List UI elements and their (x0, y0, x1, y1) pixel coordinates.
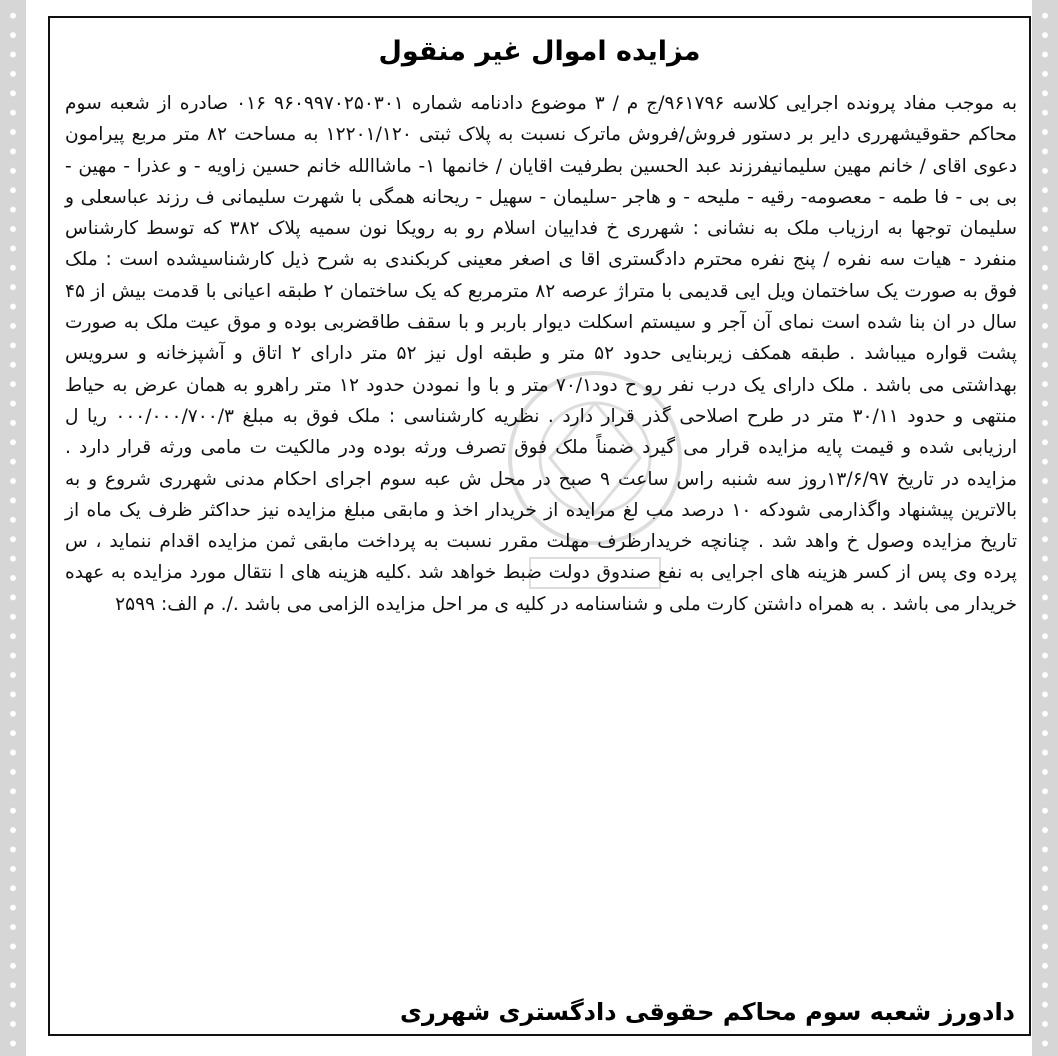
notice-title: مزایده اموال غیر منقول (378, 36, 701, 67)
right-perforation-strip (1032, 0, 1058, 1056)
notice-body: به موجب مفاد پرونده اجرایی کلاسه ۹۶۱۷۹۶/ج م / ۳ موضوع دادنامه شماره ۹۶۰۹۹۷۰۲۵۰۳۰۱ ۰۱۶ صادره از شعبه سوم محاکم حقوقیشهرری دایر بر دستور فروش/فروش ماترک نسبت به پلاک ثبتی ۱۲۲۰۱/۱۲۰ به مساحت ۸۲ متر مربع پیرامون دعوی اقای / خانم مهین سلیمانیفرزند عبد الحسین بطرفیت اقایان / خانمها ۱- ماشاالله خانم حسین زاویه - و عذرا - مهین - بی بی - فا طمه - معصومه- رقیه - ملیحه - و هاجر -سلیمان - سهیل - ریحانه همگی با شهرت سلیمانی ف رزند عباسعلی و سلیمان توجها به ارزیاب ملک به نشانی : شهرری خ فداییان اسلام رو به رویکا نون سمیه پلاک ۳۸۲ که توسط کارشناس منفرد - هیات سه نفره / پنج نفره محترم دادگستری اقا ی اصغر معینی کربکندی به شرح ذیل کارشناسیشده است : ملک فوق به صورت یک ساختمان ویل ایی قدیمی با متراژ عرصه ۸۲ مترمربع که یک ساختمان ۲ طبقه اعیانی با قدمت بیش از ۴۵ سال در ان بنا شده است نمای آن آجر و سیستم اسکلت دیوار باربر و با سقف طاقضربی بوده و موق عیت ملک به صورت پشت قواره میباشد . طبقه همکف زیربنایی حدود ۵۲ متر و طبقه اول نیز ۵۲ متر دارای ۲ اتاق و آشپزخانه و سرویس بهداشتی می باشد . ملک دارای یک درب نفر رو ح دود۷۰/۱ متر و با وا نمودن حدود ۱۲ متر راهرو به همان عرض به حیاط منتهی و حدود ۳۰/۱۱ متر در طرح اصلاحی گذر قرار دارد . نظریه کارشناسی : ملک فوق به مبلغ ۰۰۰/۰۰۰/۷۰۰/۳ ریا ل ارزیابی شده و قیمت پایه مزایده قرار می گیرد ضمناً ملک فوق تصرف ورثه بوده ودر مالکیت ت مامی ورثه قرار دارد . مزایده در تاریخ ۱۳/۶/۹۷روز سه شنبه راس ساعت ۹ صبح در محل ش عبه سوم اجرای احکام مدنی شهرری شروع و به بالاترین پیشنهاد واگذارمی شودکه ۱۰ درصد مب لغ مرایده از خریدار اخذ و مابقی مبلغ مزایده نیز حداکثر ظرف یک ماه از تاریخ مزایده وصول خ واهد شد . چنانچه خریدارظرف مهلت مقرر نسبت به پرداخت مابقی ثمن مزایده اقدام ننماید ، س پرده وی پس از کسر هزینه های اجرایی به نفع صندوق دولت ضبط خواهد شد .کلیه هزینه های ا نتقال مورد مزایده به عهده خریدار می باشد . به همراه داشتن کارت ملی و شناسنامه در کلیه ی مر احل مزایده الزامی می باشد ./. م الف: ۲۵۹۹ (65, 93, 1017, 615)
signature-line: دادورز شعبه سوم محاکم حقوقی دادگستری شهرری (400, 998, 1015, 1026)
notice-frame (48, 16, 1031, 1036)
left-perforation-strip (0, 0, 26, 1056)
